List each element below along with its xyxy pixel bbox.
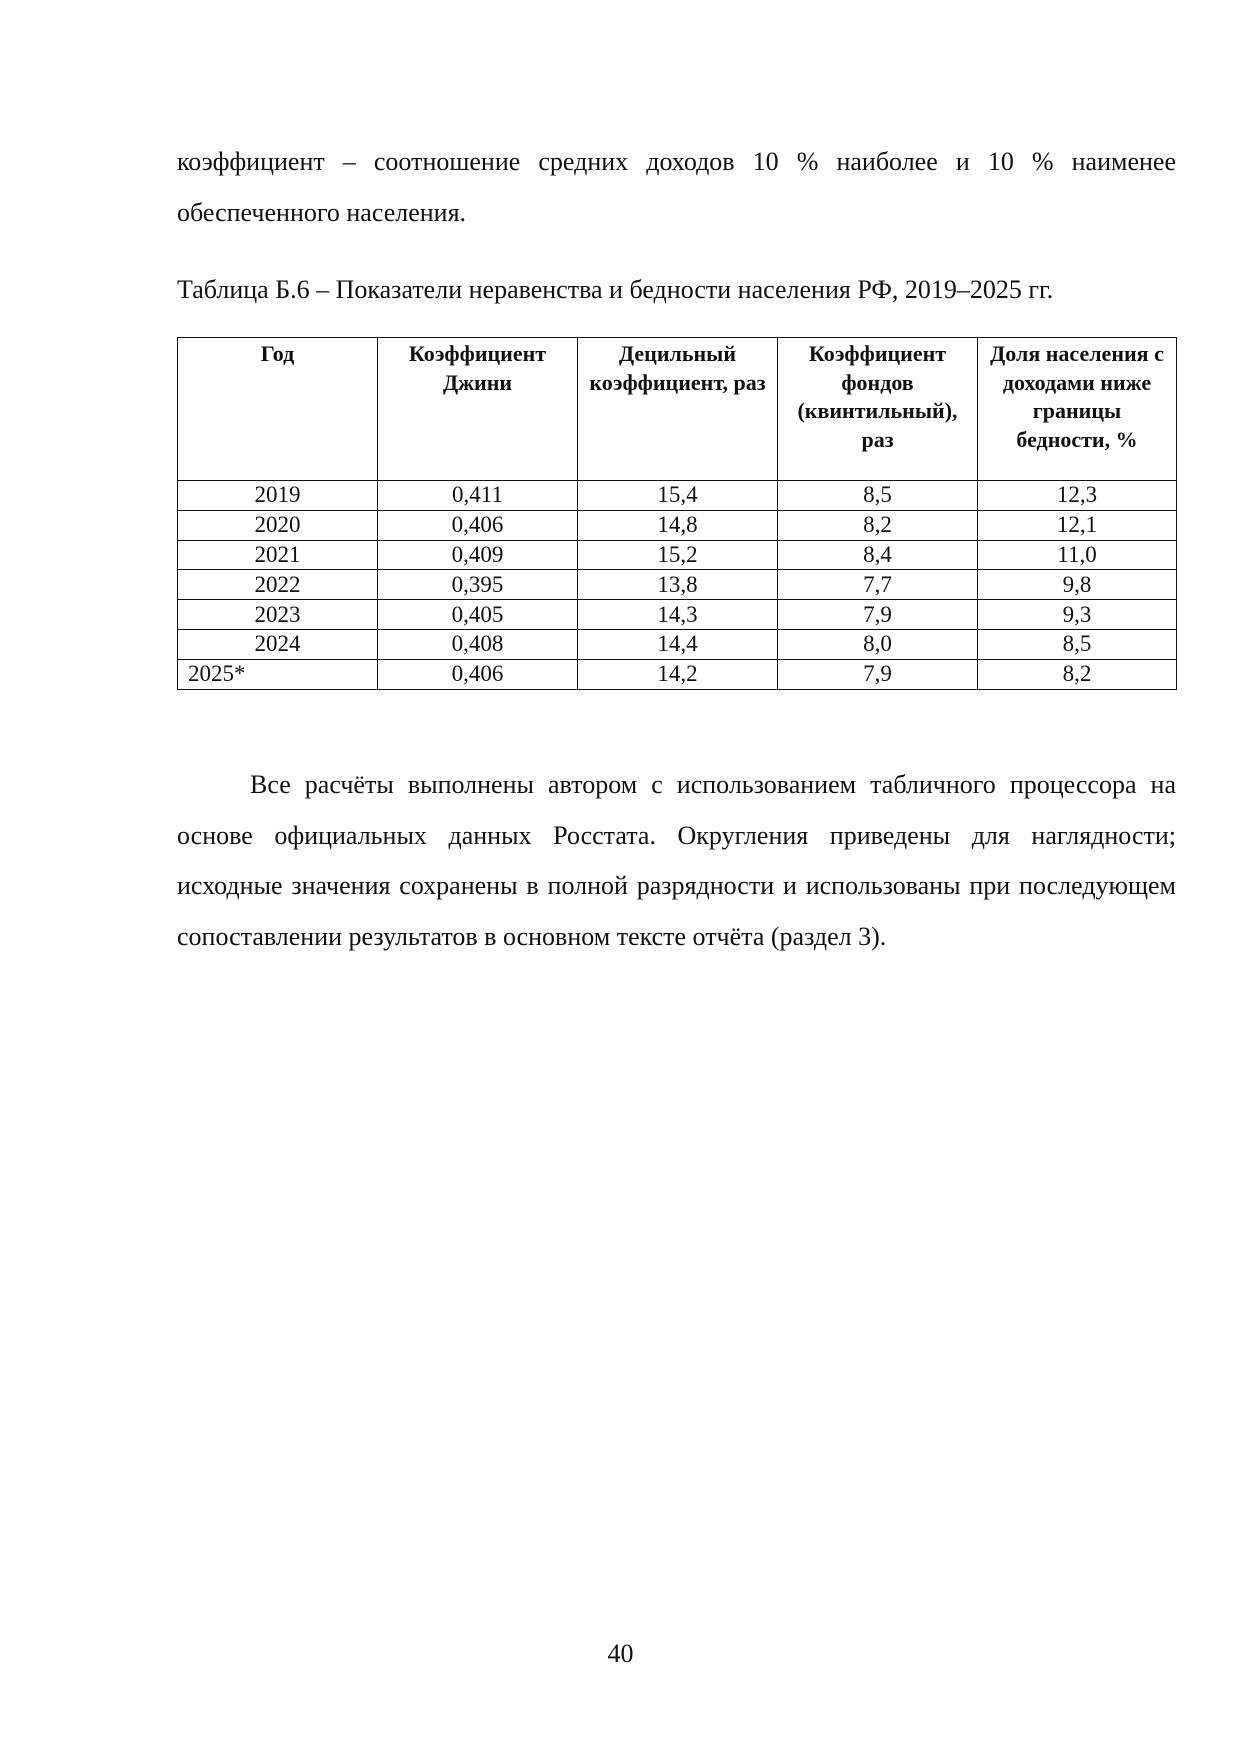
- cell-decile: 14,4: [578, 629, 778, 659]
- table-row: [178, 659, 1177, 689]
- table-row: [178, 510, 1177, 540]
- cell-poverty-share: 12,1: [978, 510, 1177, 540]
- header-quintile: [778, 338, 978, 481]
- cell-gini: 0,395: [378, 570, 578, 600]
- cell-gini: 0,408: [378, 629, 578, 659]
- cell-poverty-share: 11,0: [978, 540, 1177, 570]
- cell-quintile: 7,9: [778, 659, 978, 689]
- cell-year: 2024: [178, 629, 378, 659]
- paragraph-top: коэффициент – соотношение средних доходов 10 % наиболее и 10 % наименее обеспеченного населения.: [177, 147, 1176, 227]
- cell-year: 2020: [178, 510, 378, 540]
- page-number: 40: [607, 1639, 634, 1668]
- table-row: [178, 600, 1177, 630]
- cell-year: 2021: [178, 540, 378, 570]
- cell-gini: 0,406: [378, 510, 578, 540]
- cell-poverty-share: 8,2: [978, 659, 1177, 689]
- cell-decile: 13,8: [578, 570, 778, 600]
- table-row: [178, 629, 1177, 659]
- header-poverty-label: Доля населения с доходами ниже границы бедности, %: [990, 341, 1164, 452]
- cell-quintile: 8,4: [778, 540, 978, 570]
- header-decile: Децильный коэффициент, раз: [578, 338, 778, 481]
- cell-year: 2019: [178, 481, 378, 511]
- table-caption: Таблица Б.6 – Показатели неравенства и бедности населения РФ, 2019–2025 гг.: [177, 275, 1054, 304]
- cell-decile: 15,2: [578, 540, 778, 570]
- table-row: [178, 481, 1177, 511]
- cell-decile: 14,8: [578, 510, 778, 540]
- header-quintile-label: Коэффициент фондов (квинтильный), раз: [797, 341, 958, 452]
- table-row: [178, 540, 1177, 570]
- cell-gini: 0,405: [378, 600, 578, 630]
- header-year: Год: [178, 338, 378, 481]
- paragraph-bottom: Все расчёты выполнены автором с использованием табличного процессора на основе официальных данных Росстата. Округления приведены для наглядности; исходные значения сохранены в полной разрядности и использованы при последующем сопоставлении результатов в основном тексте отчёта (раздел 3).: [177, 770, 1176, 951]
- cell-quintile: 8,0: [778, 629, 978, 659]
- cell-decile: 14,3: [578, 600, 778, 630]
- cell-quintile: 8,2: [778, 510, 978, 540]
- cell-year: 2025*: [178, 659, 378, 689]
- cell-gini: 0,409: [378, 540, 578, 570]
- table-header-row: [178, 338, 1177, 481]
- header-gini: Коэффициент Джини: [378, 338, 578, 481]
- cell-decile: 14,2: [578, 659, 778, 689]
- cell-quintile: 8,5: [778, 481, 978, 511]
- cell-quintile: 7,9: [778, 600, 978, 630]
- cell-poverty-share: 9,8: [978, 570, 1177, 600]
- cell-quintile: 7,7: [778, 570, 978, 600]
- cell-year: 2022: [178, 570, 378, 600]
- cell-poverty-share: 12,3: [978, 481, 1177, 511]
- cell-year: 2023: [178, 600, 378, 630]
- inequality-table: [177, 337, 1177, 690]
- cell-gini: 0,411: [378, 481, 578, 511]
- cell-poverty-share: 8,5: [978, 629, 1177, 659]
- cell-decile: 15,4: [578, 481, 778, 511]
- cell-gini: 0,406: [378, 659, 578, 689]
- table-row: [178, 570, 1177, 600]
- cell-poverty-share: 9,3: [978, 600, 1177, 630]
- header-poverty-share: [978, 338, 1177, 481]
